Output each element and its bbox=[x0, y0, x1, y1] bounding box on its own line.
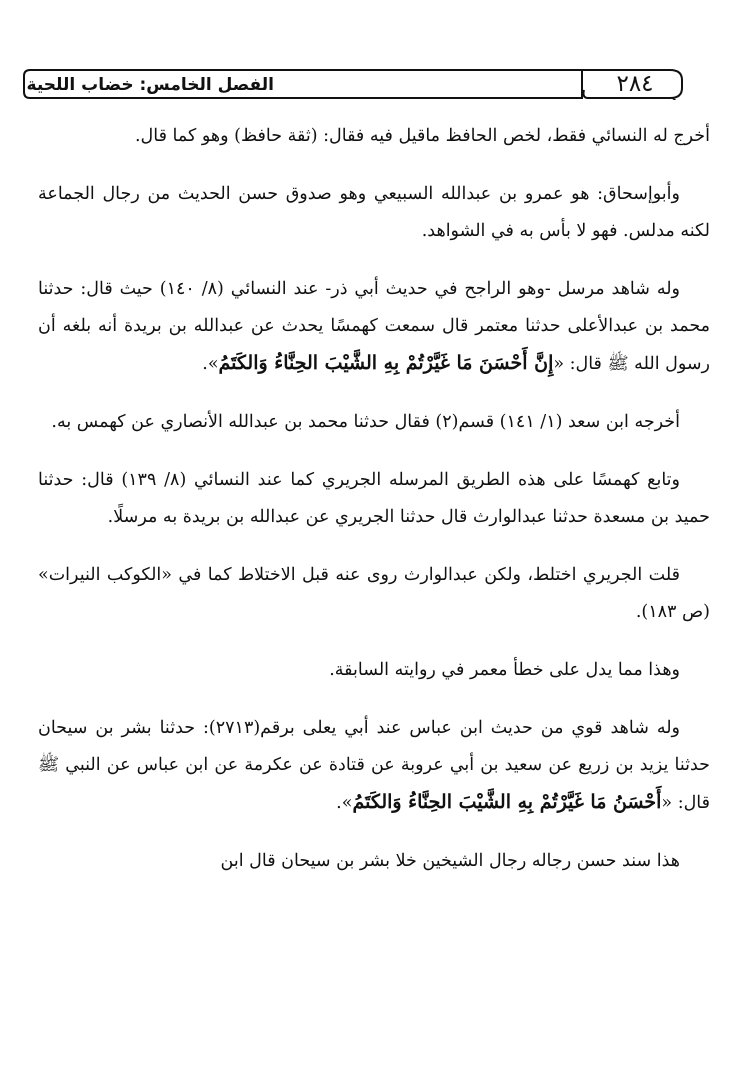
hadith-quote: إِنَّ أَحْسَنَ مَا غَيَّرْتُمْ بِهِ الشَّيْبَ الحِنَّاءُ وَالكَتَمُ bbox=[218, 352, 554, 374]
paragraph-text: وتابع كهمسًا على هذه الطريق المرسله الجريري كما عند النسائي (٨/ ١٣٩) قال: حدثنا حميد بن مسعدة حدثنا عبدالوارث قال حدثنا الجريري عن عبدالله بن بريدة به مرسلًا. bbox=[38, 470, 710, 527]
paragraph bbox=[38, 462, 710, 536]
paragraph-divider bbox=[38, 546, 710, 547]
paragraph-text: أخرجه ابن سعد (١/ ١٤١) قسم(٢) فقال حدثنا محمد بن عبدالله الأنصاري عن كهمس به. bbox=[51, 412, 680, 432]
paragraph bbox=[38, 271, 710, 383]
paragraph-divider bbox=[38, 165, 710, 166]
paragraph-text: وله شاهد قوي من حديث ابن عباس عند أبي يعلى برقم(٢٧١٣): حدثنا بشر بن سيحان حدثنا يزيد بن زريع عن سعيد بن أبي عروبة عن قتادة عن عكرمة عن ابن عباس عن النبي ﷺ قال: « bbox=[38, 718, 710, 813]
paragraph-text: أخرج له النسائي فقط، لخص الحافظ ماقيل فيه فقال: (ثقة حافظ) وهو كما قال. bbox=[134, 126, 710, 146]
paragraph bbox=[38, 118, 710, 155]
paragraph bbox=[38, 652, 710, 689]
paragraph-divider bbox=[38, 260, 710, 261]
page-header bbox=[22, 68, 684, 100]
quote-close: ». bbox=[202, 354, 219, 374]
paragraph-text: وهذا مما يدل على خطأ معمر في روايته السابقة. bbox=[329, 660, 680, 680]
hadith-quote: أَحْسَنُ مَا غَيَّرْتُمْ بِهِ الشَّيْبَ الحِنَّاءُ وَالكَتَمُ bbox=[352, 791, 662, 813]
paragraph bbox=[38, 843, 710, 880]
page-number: ٢٨٤ bbox=[616, 71, 654, 97]
paragraph bbox=[38, 557, 710, 631]
paragraph-divider bbox=[38, 451, 710, 452]
chapter-title: الفصل الخامس: خضاب اللحية bbox=[26, 75, 274, 95]
paragraph bbox=[38, 176, 710, 250]
paragraph-text: وأبوإسحاق: هو عمرو بن عبدالله السبيعي وهو صدوق حسن الحديث من رجال الجماعة لكنه مدلس. فهو لا بأس به في الشواهد. bbox=[38, 184, 710, 241]
paragraph-divider bbox=[38, 641, 710, 642]
paragraph bbox=[38, 710, 710, 822]
paragraph-divider bbox=[38, 832, 710, 833]
paragraph-divider bbox=[38, 699, 710, 700]
paragraph bbox=[38, 404, 710, 441]
quote-close: ». bbox=[336, 793, 353, 813]
body-text bbox=[38, 118, 710, 890]
paragraph-text: هذا سند حسن رجاله رجال الشيخين خلا بشر بن سيحان قال ابن bbox=[220, 851, 680, 871]
paragraph-divider bbox=[38, 393, 710, 394]
paragraph-text: وله شاهد مرسل -وهو الراجح في حديث أبي ذر- عند النسائي (٨/ ١٤٠) حيث قال: حدثنا محمد بن عبدالأعلى حدثنا معتمر قال سمعت كهمسًا يحدث عن عبدالله بن بريدة أنه بلغه أن رسول الله ﷺ قال: « bbox=[38, 279, 710, 374]
paragraph-text: قلت الجريري اختلط، ولكن عبدالوارث روى عنه قبل الاختلاط كما في «الكوكب النيرات» (ص ١٨٣). bbox=[38, 565, 710, 622]
